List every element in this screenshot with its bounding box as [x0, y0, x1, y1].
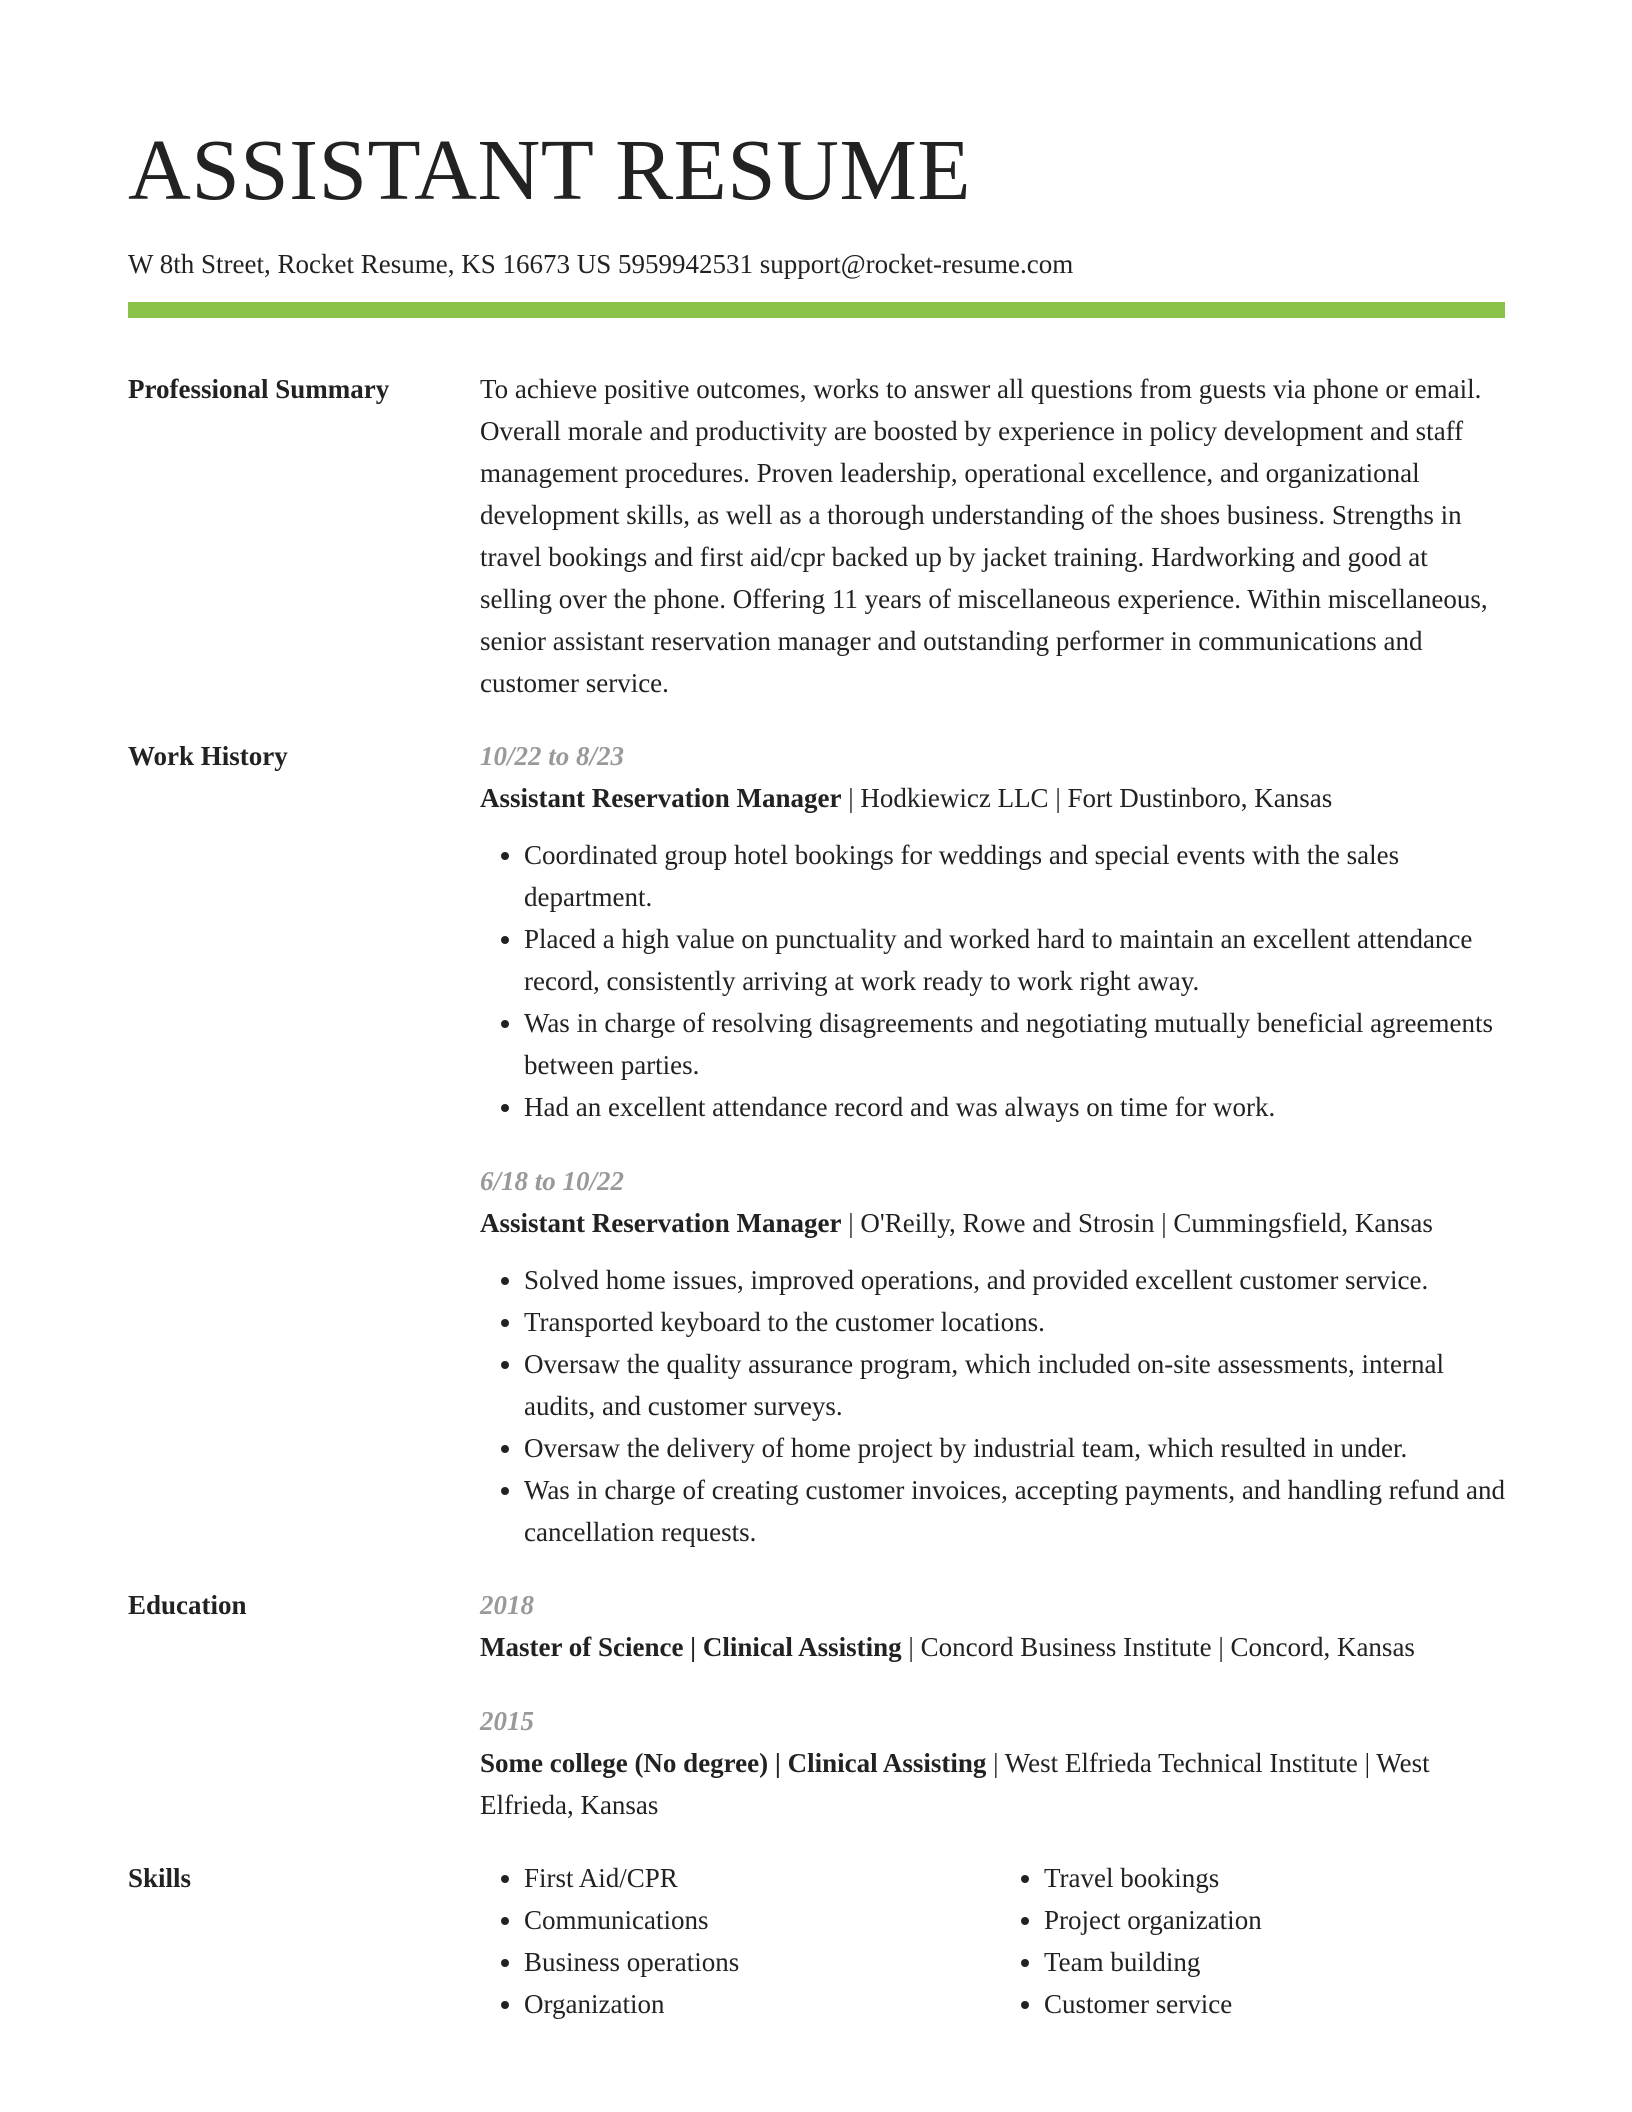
skills-list-right — [984, 1857, 1504, 2025]
education-body — [480, 1584, 1505, 1826]
skill-item: • Business operations — [524, 1941, 984, 1983]
education-section — [128, 1584, 1505, 1826]
accent-divider — [128, 302, 1505, 318]
skill-item: • Team building — [1044, 1941, 1504, 1983]
job-duty: • Transported keyboard to the customer locations. — [524, 1301, 1505, 1343]
job-title: Assistant Reservation Manager — [480, 1208, 842, 1238]
section-label-education: Education — [128, 1590, 247, 1620]
job-duty: • Placed a high value on punctuality and worked hard to maintain an excellent attendance record, consistently arriving at work ready to work right away. — [524, 918, 1505, 1002]
work-history-body — [480, 735, 1505, 1553]
section-label-work-history: Work History — [128, 741, 288, 771]
school-details: | Concord Business Institute | Concord, Kansas — [901, 1632, 1415, 1662]
job-duty: • Oversaw the quality assurance program, which included on-site assessments, internal audits, and customer surveys. — [524, 1343, 1505, 1427]
job-dates: 6/18 to 10/22 — [480, 1166, 625, 1196]
job-details: | Hodkiewicz LLC | Fort Dustinboro, Kansas — [841, 783, 1333, 813]
education-year: 2015 — [480, 1706, 534, 1736]
job-role-line — [480, 1202, 1505, 1244]
job-entry — [480, 735, 1505, 1128]
skill-item: • First Aid/CPR — [524, 1857, 984, 1899]
skills-body — [480, 1857, 1505, 2025]
contact-info: W 8th Street, Rocket Resume, KS 16673 US 5959942531 support@rocket-resume.com — [128, 249, 1074, 279]
job-duties-list — [480, 1259, 1505, 1553]
job-dates: 10/22 to 8/23 — [480, 741, 625, 771]
skill-item: • Customer service — [1044, 1983, 1504, 2025]
education-year: 2018 — [480, 1590, 534, 1620]
skill-item: • Project organization — [1044, 1899, 1504, 1941]
skills-section — [128, 1857, 1505, 2025]
skills-list-left — [480, 1857, 984, 2025]
job-role-line — [480, 777, 1505, 819]
job-duty: • Was in charge of creating customer invoices, accepting payments, and handling refund and cancellation requests. — [524, 1469, 1505, 1553]
resume-page — [128, 0, 1505, 2025]
job-duty: • Had an excellent attendance record and was always on time for work. — [524, 1086, 1505, 1128]
job-duty: • Solved home issues, improved operations, and provided excellent customer service. — [524, 1259, 1505, 1301]
education-entry — [480, 1700, 1505, 1826]
degree-name: Master of Science | Clinical Assisting — [480, 1632, 902, 1662]
skill-item: • Travel bookings — [1044, 1857, 1504, 1899]
school-details: | West Elfrieda Technical Institute | West Elfrieda, Kansas — [480, 1748, 1430, 1820]
job-details: | O'Reilly, Rowe and Strosin | Cummingsfield, Kansas — [841, 1208, 1433, 1238]
education-line — [480, 1626, 1505, 1668]
education-entry — [480, 1584, 1505, 1668]
job-duties-list — [480, 834, 1505, 1128]
degree-name: Some college (No degree) | Clinical Assisting — [480, 1748, 987, 1778]
job-duty: • Coordinated group hotel bookings for weddings and special events with the sales department. — [524, 834, 1505, 918]
skill-item: • Organization — [524, 1983, 984, 2025]
job-duty: • Oversaw the delivery of home project by industrial team, which resulted in under. — [524, 1427, 1505, 1469]
job-title: Assistant Reservation Manager — [480, 783, 842, 813]
professional-summary-section — [128, 368, 1505, 704]
work-history-section — [128, 735, 1505, 1553]
resume-title: ASSISTANT RESUME — [128, 121, 971, 218]
skill-item: • Communications — [524, 1899, 984, 1941]
section-label-summary: Professional Summary — [128, 374, 390, 404]
education-line — [480, 1742, 1505, 1826]
job-duty: • Was in charge of resolving disagreements and negotiating mutually beneficial agreements between parties. — [524, 1002, 1505, 1086]
section-label-skills: Skills — [128, 1863, 192, 1893]
job-entry — [480, 1160, 1505, 1553]
summary-text: To achieve positive outcomes, works to answer all questions from guests via phone or email. Overall morale and productivity are boosted by experience in policy development and staff management procedures. Proven leadership, operational excellence, and organizational development skills, as well as a thorough understanding of the shoes business. Strengths in travel bookings and first aid/cpr backed up by jacket training. Hardworking and good at selling over the phone. Offering 11 years of miscellaneous experience. Within miscellaneous, senior assistant reservation manager and outstanding performer in communications and customer service. — [480, 374, 1488, 698]
